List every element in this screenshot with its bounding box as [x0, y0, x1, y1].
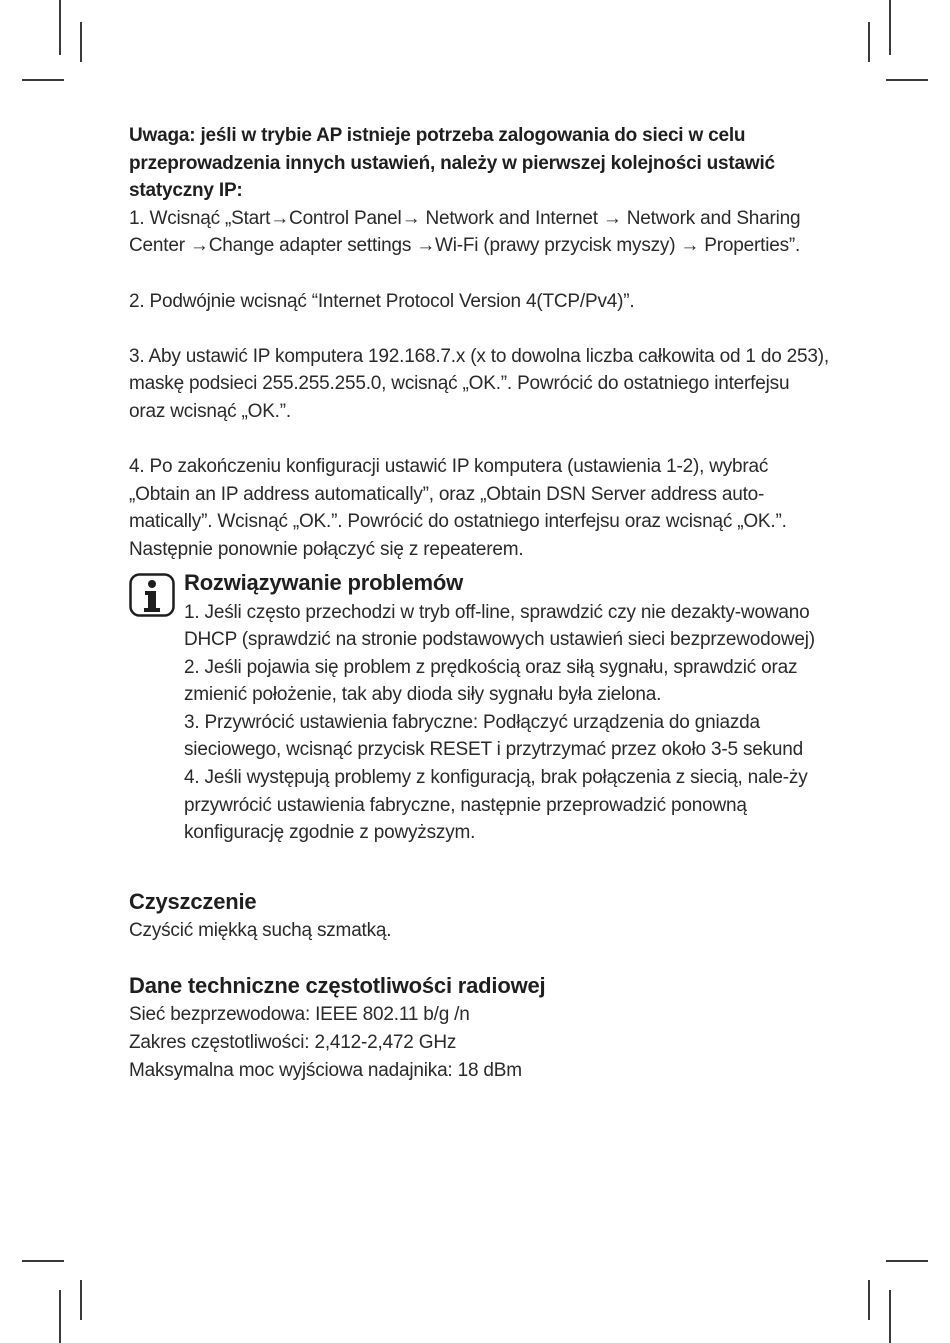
- troubleshooting-title: Rozwiązywanie problemów: [184, 569, 464, 595]
- specs-title: Dane techniczne częstotliwości radiowej: [129, 973, 546, 999]
- page-content: [129, 122, 829, 1084]
- crop-mark: [886, 79, 928, 81]
- spec-line: Maksymalna moc wyjściowa nadajnika: 18 dBm: [129, 1059, 522, 1081]
- spec-line: Sieć bezprzewodowa: IEEE 802.11 b/g /n: [129, 1004, 470, 1026]
- note-heading: Uwaga: jeśli w trybie AP istnieje potrzeba zalogowania do sieci w celu przeprowadzenia innych ustawień, należy w pierwszej kolejności ustawić statyczny IP:: [129, 125, 775, 202]
- troubleshooting-item: 4. Jeśli występują problemy z konfiguracją, brak połączenia z siecią, nale-ży przywrócić ustawienia fabryczne, następnie przeprowadzić ponowną konfigurację zgodnie z powyższym.: [184, 767, 808, 844]
- crop-mark: [868, 1280, 870, 1320]
- crop-mark: [59, 0, 61, 55]
- crop-mark: [59, 1290, 61, 1343]
- info-icon: [129, 573, 175, 617]
- note-step: 4. Po zakończeniu konfiguracji ustawić IP komputera (ustawienia 1-2), wybrać „Obtain an IP address automatically”, oraz „Obtain DSN Server address auto-matically”. Wcisnąć „OK.”. Powrócić do ostatniego interfejsu oraz wcisnąć „OK.”. Następnie ponownie połączyć się z repeaterem.: [129, 456, 787, 560]
- crop-mark: [889, 1290, 891, 1343]
- crop-mark: [886, 1260, 928, 1262]
- note-step: 3. Aby ustawić IP komputera 192.168.7.x (x to dowolna liczba całkowita od 1 do 253), maskę podsieci 255.255.255.0, wcisnąć „OK.”. Powrócić do ostatniego interfejsu oraz wcisnąć „OK.”.: [129, 345, 829, 422]
- troubleshooting-section: [129, 569, 829, 847]
- note-step: 1. Wcisnąć „Start→Control Panel→ Network and Internet → Network and Sharing Center →Change adapter settings →Wi-Fi (prawy przycisk myszy) → Properties”.: [129, 207, 801, 257]
- crop-mark: [889, 0, 891, 55]
- crop-mark: [80, 22, 82, 62]
- cleaning-text: Czyścić miękką suchą szmatką.: [129, 919, 392, 941]
- crop-mark: [22, 79, 64, 81]
- troubleshooting-item: 1. Jeśli często przechodzi w tryb off-line, sprawdzić czy nie dezakty-wowano DHCP (sprawdzić na stronie podstawowych ustawień sieci bezprzewodowej): [184, 601, 815, 651]
- crop-mark: [22, 1260, 64, 1262]
- spec-line: Zakres częstotliwości: 2,412-2,472 GHz: [129, 1032, 457, 1054]
- specs-section: [129, 971, 829, 1084]
- cleaning-title: Czyszczenie: [129, 888, 257, 914]
- note-step: 2. Podwójnie wcisnąć “Internet Protocol Version 4(TCP/Pv4)”.: [129, 290, 635, 312]
- crop-mark: [868, 22, 870, 62]
- crop-mark: [80, 1280, 82, 1320]
- cleaning-section: [129, 887, 829, 945]
- troubleshooting-item: 2. Jeśli pojawia się problem z prędkością oraz siłą sygnału, sprawdzić oraz zmienić położenie, tak aby dioda siły sygnału była zielona.: [184, 656, 798, 706]
- troubleshooting-item: 3. Przywrócić ustawienia fabryczne: Podłączyć urządzenia do gniazda sieciowego, wcisnąć przycisk RESET i przytrzymać przez około 3-5 sekund: [184, 711, 804, 761]
